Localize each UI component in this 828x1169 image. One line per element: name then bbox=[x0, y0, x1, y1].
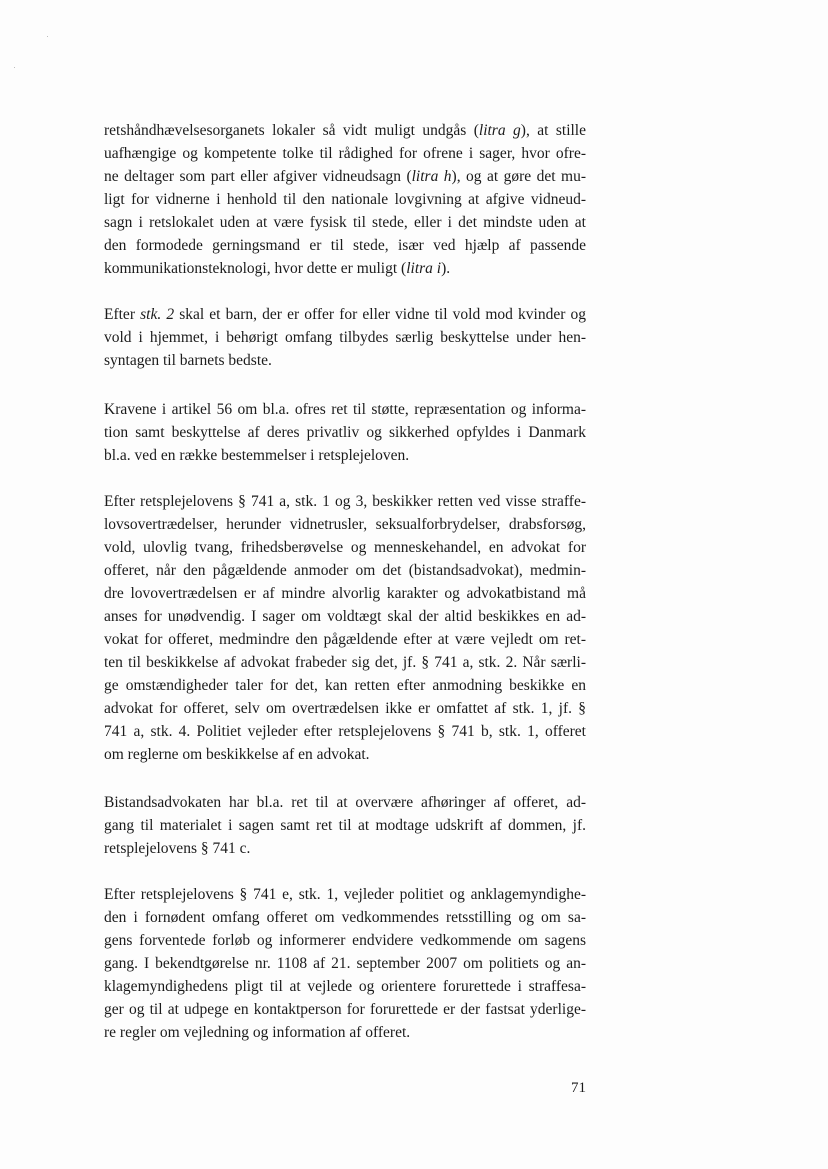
text-line bbox=[104, 720, 586, 743]
paragraph-3 bbox=[104, 398, 586, 467]
scan-speck bbox=[47, 36, 48, 37]
text-run: ge omstændigheder taler for det, kan retten efter anmodning beskikke en bbox=[104, 677, 586, 694]
text-run: dre lovovertrædelsen er af mindre alvorlig karakter og advokatbistand må bbox=[104, 585, 586, 602]
text-run: den i fornødent omfang offeret om vedkommendes retsstilling og om sa- bbox=[104, 909, 586, 926]
text-line bbox=[104, 975, 586, 998]
text-line bbox=[104, 421, 586, 444]
text-line bbox=[104, 142, 586, 165]
text-run: advokat for offeret, selv om overtrædelsen ikke er omfattet af stk. 1, jf. § bbox=[104, 700, 586, 717]
text-line bbox=[104, 743, 586, 766]
text-line bbox=[104, 605, 586, 628]
text-line bbox=[104, 906, 586, 929]
text-run: ten til beskikkelse af advokat frabeder sig det, jf. § 741 a, stk. 2. Når særli- bbox=[104, 654, 586, 671]
scan-speck bbox=[14, 67, 15, 68]
text-line bbox=[104, 211, 586, 234]
text-run: bl.a. ved en række bestemmelser i retsplejeloven. bbox=[104, 447, 410, 464]
text-run: ne deltager som part eller afgiver vidneudsagn ( bbox=[104, 168, 412, 185]
text-run: om reglerne om beskikkelse af en advokat. bbox=[104, 746, 370, 763]
text-line bbox=[104, 998, 586, 1021]
text-run: ). bbox=[441, 260, 451, 277]
paragraph-1 bbox=[104, 119, 586, 280]
italic-reference: litra h bbox=[411, 168, 452, 185]
text-line bbox=[104, 1021, 586, 1044]
text-run: offeret, når den pågældende anmoder om det (bistandsadvokat), medmin- bbox=[104, 562, 586, 579]
text-run: syntagen til barnets bedste. bbox=[104, 352, 272, 369]
text-line bbox=[104, 883, 586, 906]
text-line bbox=[104, 165, 586, 188]
text-run: re regler om vejledning og information af offeret. bbox=[104, 1024, 411, 1041]
text-line bbox=[104, 697, 586, 720]
text-line bbox=[104, 349, 586, 372]
text-line bbox=[104, 929, 586, 952]
text-run: vokat for offeret, medmindre den pågældende efter at være vejledt om ret- bbox=[104, 631, 586, 648]
text-line bbox=[104, 582, 586, 605]
text-run: Efter retsplejelovens § 741 e, stk. 1, vejleder politiet og anklagemyndighe- bbox=[104, 886, 586, 903]
text-run: Bistandsadvokaten har bl.a. ret til at overvære afhøringer af offeret, ad- bbox=[104, 794, 586, 811]
text-line bbox=[104, 444, 586, 467]
text-line bbox=[104, 119, 586, 142]
text-run: uafhængige og kompetente tolke til rådighed for ofrene i sager, hvor ofre- bbox=[104, 145, 586, 162]
text-run: Efter retsplejelovens § 741 a, stk. 1 og 3, beskikker retten ved visse straffe- bbox=[104, 493, 586, 510]
text-run: gang til materialet i sagen samt ret til at modtage udskrift af dommen, jf. bbox=[104, 817, 586, 834]
text-run: vold i hjemmet, i behørigt omfang tilbydes særlig beskyttelse under hen- bbox=[104, 329, 586, 346]
text-line bbox=[104, 674, 586, 697]
text-line bbox=[104, 234, 586, 257]
text-run: gang. I bekendtgørelse nr. 1108 af 21. september 2007 om politiets og an- bbox=[104, 955, 586, 972]
text-line bbox=[104, 837, 586, 860]
text-run: vold, ulovlig tvang, frihedsberøvelse og menneskehandel, en advokat for bbox=[104, 539, 586, 556]
text-run: lovsovertrædelser, herunder vidnetrusler, seksualforbrydelser, drabsforsøg, bbox=[104, 516, 586, 533]
italic-reference: litra i bbox=[406, 260, 442, 277]
text-line bbox=[104, 628, 586, 651]
paragraph-2 bbox=[104, 303, 586, 372]
text-run: kommunikationsteknologi, hvor dette er muligt ( bbox=[104, 260, 407, 277]
text-run: ), og at gøre det mu- bbox=[451, 168, 587, 185]
text-run: retshåndhævelsesorganets lokaler så vidt muligt undgås ( bbox=[104, 122, 479, 139]
text-line bbox=[104, 952, 586, 975]
text-run: gens forventede forløb og informerer endvidere vedkommende om sagens bbox=[104, 932, 586, 949]
text-line bbox=[104, 398, 586, 421]
text-line bbox=[104, 257, 586, 280]
text-line bbox=[104, 513, 586, 536]
text-run: retsplejelovens § 741 c. bbox=[104, 840, 251, 857]
italic-reference: stk. 2 bbox=[140, 306, 175, 323]
text-line bbox=[104, 559, 586, 582]
text-line bbox=[104, 791, 586, 814]
text-run: ger og til at udpege en kontaktperson for forurettede er der fastsat yderlige- bbox=[104, 1001, 586, 1018]
text-run: den formodede gerningsmand er til stede, især ved hjælp af passende bbox=[104, 237, 586, 254]
text-run: skal et barn, der er offer for eller vidne til vold mod kvinder og bbox=[174, 306, 586, 323]
italic-reference: litra g bbox=[478, 122, 521, 139]
text-line bbox=[104, 651, 586, 674]
text-line bbox=[104, 303, 586, 326]
text-line bbox=[104, 326, 586, 349]
text-run: Efter bbox=[104, 306, 141, 323]
text-line bbox=[104, 188, 586, 211]
text-run: anses for unødvendig. I sager om voldtægt skal der altid beskikkes en ad- bbox=[104, 608, 586, 625]
text-run: 741 a, stk. 4. Politiet vejleder efter retsplejelovens § 741 b, stk. 1, offeret bbox=[104, 723, 586, 740]
paragraph-4 bbox=[104, 490, 586, 766]
text-line bbox=[104, 536, 586, 559]
page-number: 71 bbox=[571, 1080, 586, 1096]
paragraph-5 bbox=[104, 791, 586, 860]
text-run: Kravene i artikel 56 om bl.a. ofres ret til støtte, repræsentation og informa- bbox=[104, 401, 586, 418]
text-run: tion samt beskyttelse af deres privatliv og sikkerhed opfyldes i Danmark bbox=[104, 424, 586, 441]
text-run: sagn i retslokalet uden at være fysisk til stede, eller i det mindste uden at bbox=[104, 214, 586, 231]
paragraph-6 bbox=[104, 883, 586, 1044]
text-run: ligt for vidnerne i henhold til den nationale lovgivning at afgive vidneud- bbox=[104, 191, 586, 208]
text-run: klagemyndighedens pligt til at vejlede og orientere forurettede i straffesa- bbox=[104, 978, 586, 995]
text-line bbox=[104, 814, 586, 837]
text-line bbox=[104, 490, 586, 513]
text-run: ), at stille bbox=[520, 122, 586, 139]
